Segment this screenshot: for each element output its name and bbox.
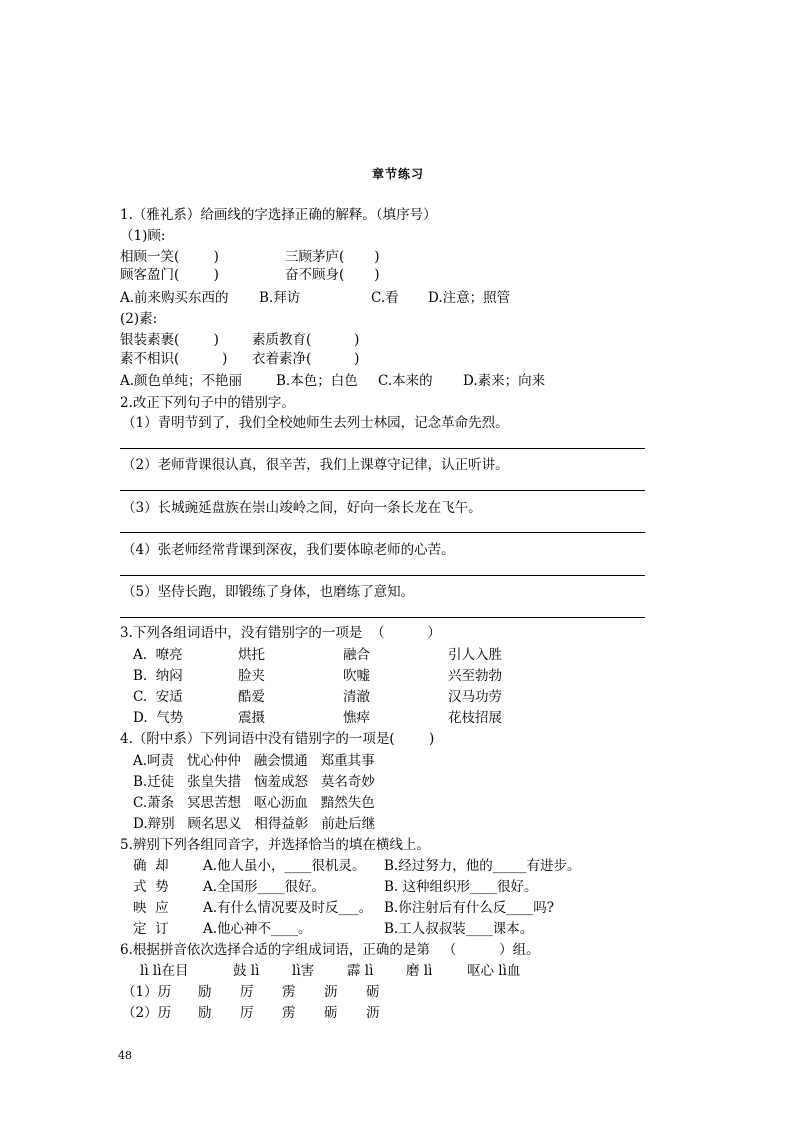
q5-blank-a: A.他人虽小，____很机灵。	[203, 858, 366, 874]
answer-line	[120, 490, 645, 491]
q5-blank-a: A.他心神不____。	[203, 921, 312, 937]
q1-stem: 1.（雅礼系）给画线的字选择正确的解释。（填序号）	[120, 207, 437, 223]
q6-char: 沥	[324, 984, 338, 1000]
q2-stem: 2.改正下列句子中的错别字。	[120, 395, 295, 411]
q3-word: 吹嘘	[343, 668, 370, 684]
q1-p1-option: B.拜访	[259, 290, 301, 306]
answer-line	[120, 448, 645, 449]
q6-pinyin-word: 鼓 lì	[233, 963, 260, 979]
answer-line	[120, 532, 645, 533]
q6-char: 雳	[282, 1005, 296, 1021]
q3-word: 脸夹	[238, 668, 265, 684]
q6-char: 励	[198, 1005, 212, 1021]
q6-pinyin-word: lì lì在目	[140, 963, 189, 979]
page-title: 章节练习	[372, 167, 425, 181]
q1-p2-item: 素不相识( )	[120, 351, 228, 367]
q3-word: 酷爱	[238, 689, 265, 705]
q5-stem: 5.辨别下列各组同音字，并选择恰当的填在横线上。	[120, 837, 430, 853]
q3-word: 花枝招展	[448, 710, 502, 726]
q3-word: 清澈	[343, 689, 370, 705]
q3-option-label: C. 安适	[133, 689, 183, 705]
q6-char: 砺	[366, 984, 380, 1000]
q2-sentence: （5）坚侍长跑，即锻练了身体，也磨练了意知。	[122, 584, 415, 600]
q1-p1-option: D.注意；照管	[428, 290, 511, 306]
q6-pinyin-word: lì害	[292, 963, 315, 979]
q5-blank-a: A.全国形____很好。	[203, 879, 326, 895]
q3-word: 憔瘁	[343, 710, 370, 726]
q6-option-1: （1）历	[122, 984, 172, 1000]
q5-blank-b: B.你注射后有什么反____吗?	[384, 900, 554, 916]
q1-p2-item: 衣着素净( )	[252, 351, 360, 367]
q3-stem: 3.下列各组词语中，没有错别字的一项是 （ ）	[120, 625, 441, 641]
q1-p2-item: 银装素裹( )	[120, 332, 219, 348]
q5-char-pair: 映 应	[133, 900, 169, 916]
q3-option-label: D. 气势	[133, 710, 184, 726]
q2-sentence: （2）老师背课很认真，很辛苦，我们上课尊守记律，认正听讲。	[122, 457, 509, 473]
q1-part2-label: (2)素:	[120, 311, 158, 327]
page-number: 48	[118, 1049, 132, 1062]
q3-word: 兴至勃勃	[448, 668, 502, 684]
q4-option: B.迁徒 张皇失措 恼羞成怒 莫名奇妙	[133, 774, 375, 790]
q1-p2-option: C.本来的	[378, 373, 433, 389]
q6-char: 雳	[282, 984, 296, 1000]
q1-p1-option: C.看	[371, 290, 399, 306]
q1-p1-item: 顾客盈门( )	[120, 267, 219, 283]
q5-char-pair: 确 却	[133, 858, 169, 874]
q3-word: 融合	[343, 647, 370, 663]
q5-blank-b: B.经过努力，他的_____有进步。	[384, 858, 581, 874]
q3-option-label: A. 嘹亮	[133, 647, 183, 663]
q6-char: 厉	[240, 984, 254, 1000]
q5-char-pair: 式 势	[133, 879, 169, 895]
q6-char: 励	[198, 984, 212, 1000]
q3-word: 引人入胜	[448, 647, 502, 663]
q2-sentence: （1）青明节到了，我们全校她师生去列士林园，记念革命先烈。	[122, 415, 509, 431]
q5-char-pair: 定 订	[133, 921, 169, 937]
q6-pinyin-word: 磨 lì	[406, 963, 433, 979]
q4-option: A.呵责 忧心仲仲 融会惯通 郑重其事	[133, 753, 375, 769]
q3-option-label: B. 纳闷	[133, 668, 183, 684]
q1-part1-label: （1)顾:	[120, 228, 166, 244]
q3-word: 震摄	[238, 710, 265, 726]
q4-stem: 4.（附中系）下列词语中没有错别字的一项是( )	[120, 731, 435, 747]
q1-p1-option: A.前来购买东西的	[120, 290, 229, 306]
q1-p1-item: 相顾一笑( )	[120, 249, 219, 265]
q5-blank-a: A.有什么情况要及时反___。	[203, 900, 373, 916]
q1-p2-option: B.本色；白色	[276, 373, 358, 389]
q2-sentence: （4）张老师经常背课到深夜，我们要体晾老师的心苦。	[122, 542, 455, 558]
q1-p2-item: 素质教育( )	[252, 332, 360, 348]
q2-sentence: （3）长城豌延盘族在崇山竣岭之间，好向一条长龙在飞午。	[122, 500, 482, 516]
q5-blank-b: B.工人叔叔装____课本。	[384, 921, 534, 937]
q1-p2-option: A.颜色单纯；不艳丽	[120, 373, 243, 389]
q5-blank-b: B. 这种组织形____很好。	[384, 879, 538, 895]
answer-line	[120, 617, 645, 618]
q4-option: C.萧条 冥思苦想 呕心沥血 黯然失色	[133, 795, 375, 811]
q6-char: 砺	[324, 1005, 338, 1021]
q6-char: 厉	[240, 1005, 254, 1021]
q6-pinyin-word: 霹 lì	[347, 963, 374, 979]
q3-word: 烘托	[238, 647, 265, 663]
q4-option: D.辩别 顾名思义 相得益彰 前赴后继	[133, 816, 376, 832]
q6-option-2: （2）历	[122, 1005, 172, 1021]
q1-p1-item: 三顾茅庐( )	[285, 249, 380, 265]
answer-line	[120, 575, 645, 576]
q6-pinyin-word: 呕心 lì血	[467, 963, 521, 979]
q6-char: 沥	[366, 1005, 380, 1021]
q1-p1-item: 奋不顾身( )	[285, 267, 380, 283]
q3-word: 汉马功劳	[448, 689, 502, 705]
q1-p2-option: D.素来；向来	[463, 373, 546, 389]
q6-stem: 6.根据拼音依次选择合适的字组成词语，正确的是第 （ ）组。	[120, 942, 540, 958]
